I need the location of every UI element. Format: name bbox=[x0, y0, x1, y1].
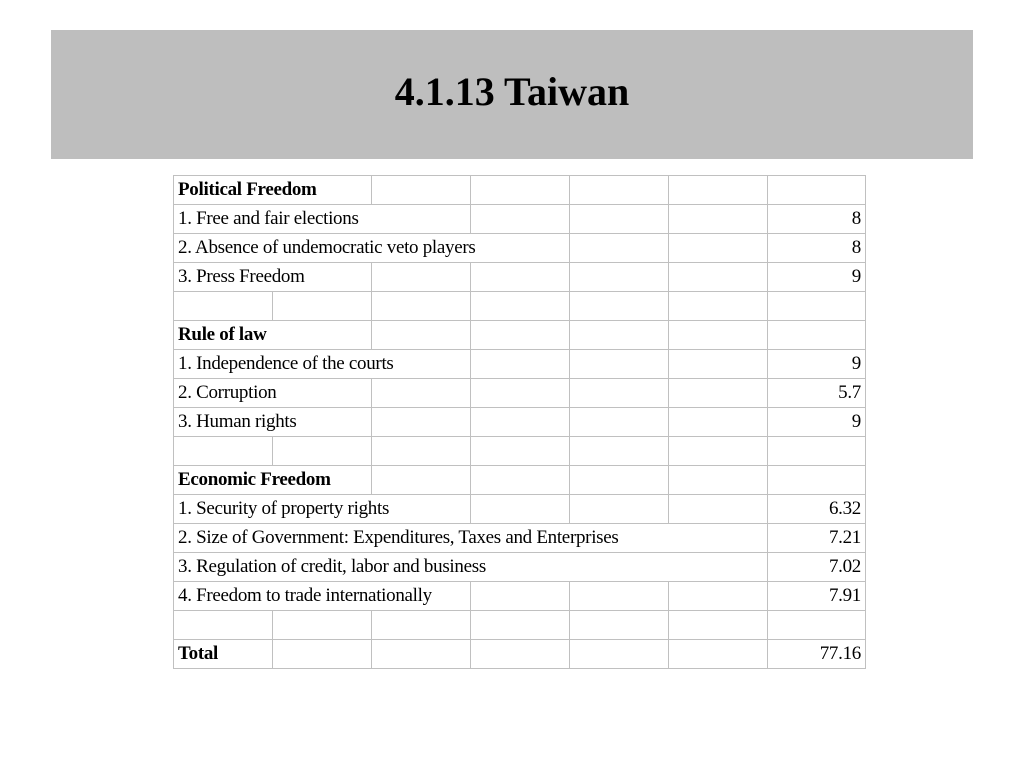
table-cell bbox=[174, 292, 273, 321]
table-cell bbox=[570, 234, 669, 263]
row-label: 2. Size of Government: Expenditures, Taxes and Enterprises bbox=[174, 524, 768, 553]
table-cell bbox=[570, 466, 669, 495]
table-cell bbox=[669, 234, 768, 263]
table-cell bbox=[471, 611, 570, 640]
table-cell bbox=[372, 466, 471, 495]
table-cell bbox=[669, 466, 768, 495]
table-cell bbox=[768, 611, 866, 640]
row-value: 8 bbox=[768, 234, 866, 263]
table-cell bbox=[273, 292, 372, 321]
table-cell bbox=[372, 640, 471, 669]
table-cell bbox=[273, 437, 372, 466]
table-cell bbox=[471, 640, 570, 669]
section-title-rule-of-law: Rule of law bbox=[174, 321, 372, 350]
table-cell bbox=[372, 408, 471, 437]
section-title-political: Political Freedom bbox=[174, 176, 372, 205]
table-cell bbox=[273, 611, 372, 640]
row-value: 9 bbox=[768, 408, 866, 437]
row-value: 7.21 bbox=[768, 524, 866, 553]
row-label: 3. Press Freedom bbox=[174, 263, 372, 292]
indicator-table bbox=[173, 175, 866, 669]
table-cell bbox=[669, 321, 768, 350]
table-row bbox=[174, 582, 866, 611]
table-cell bbox=[669, 350, 768, 379]
table-cell bbox=[768, 292, 866, 321]
total-value: 77.16 bbox=[768, 640, 866, 669]
table-cell bbox=[669, 640, 768, 669]
table-cell bbox=[570, 292, 669, 321]
row-label: 1. Independence of the courts bbox=[174, 350, 471, 379]
table-cell bbox=[471, 437, 570, 466]
table-cell bbox=[570, 582, 669, 611]
table-cell bbox=[471, 379, 570, 408]
table-cell bbox=[570, 408, 669, 437]
table-cell bbox=[471, 350, 570, 379]
table-cell bbox=[471, 205, 570, 234]
table-cell bbox=[570, 176, 669, 205]
table-cell bbox=[570, 321, 669, 350]
row-label: 2. Corruption bbox=[174, 379, 372, 408]
table-cell bbox=[471, 408, 570, 437]
row-value: 7.02 bbox=[768, 553, 866, 582]
table-cell bbox=[570, 495, 669, 524]
row-value: 6.32 bbox=[768, 495, 866, 524]
table-cell bbox=[471, 321, 570, 350]
section-header-row bbox=[174, 466, 866, 495]
row-label: 3. Human rights bbox=[174, 408, 372, 437]
table-cell bbox=[669, 292, 768, 321]
table-cell bbox=[570, 437, 669, 466]
table-cell bbox=[372, 437, 471, 466]
table-row bbox=[174, 263, 866, 292]
table-cell bbox=[669, 611, 768, 640]
table-cell bbox=[471, 176, 570, 205]
table-cell bbox=[570, 350, 669, 379]
table-cell bbox=[372, 611, 471, 640]
row-value: 9 bbox=[768, 263, 866, 292]
title-banner bbox=[51, 30, 973, 159]
section-header-row bbox=[174, 321, 866, 350]
table-row bbox=[174, 379, 866, 408]
table-row bbox=[174, 408, 866, 437]
table-row bbox=[174, 234, 866, 263]
table-cell bbox=[570, 611, 669, 640]
spacer-row bbox=[174, 437, 866, 466]
table-cell bbox=[570, 640, 669, 669]
spacer-row bbox=[174, 292, 866, 321]
table-cell bbox=[471, 495, 570, 524]
table-row bbox=[174, 495, 866, 524]
table-cell bbox=[471, 466, 570, 495]
table-cell bbox=[669, 582, 768, 611]
table-row bbox=[174, 524, 866, 553]
table-cell bbox=[174, 611, 273, 640]
table-cell bbox=[372, 321, 471, 350]
row-value: 5.7 bbox=[768, 379, 866, 408]
table-cell bbox=[768, 321, 866, 350]
table-row bbox=[174, 205, 866, 234]
table-cell bbox=[669, 379, 768, 408]
table-cell bbox=[570, 379, 669, 408]
total-row bbox=[174, 640, 866, 669]
section-header-row bbox=[174, 176, 866, 205]
table-cell bbox=[768, 437, 866, 466]
table-cell bbox=[570, 205, 669, 234]
table-cell bbox=[669, 408, 768, 437]
table-cell bbox=[669, 176, 768, 205]
section-title-economic: Economic Freedom bbox=[174, 466, 372, 495]
row-label: 4. Freedom to trade internationally bbox=[174, 582, 471, 611]
table-cell bbox=[372, 379, 471, 408]
table-cell bbox=[372, 263, 471, 292]
row-label: 1. Free and fair elections bbox=[174, 205, 471, 234]
table-cell bbox=[669, 263, 768, 292]
table-cell bbox=[372, 292, 471, 321]
table-cell bbox=[669, 205, 768, 234]
page-title: 4.1.13 Taiwan bbox=[394, 69, 630, 114]
row-label: 1. Security of property rights bbox=[174, 495, 471, 524]
table-cell bbox=[669, 437, 768, 466]
table-cell bbox=[174, 437, 273, 466]
table-cell bbox=[768, 176, 866, 205]
table-row bbox=[174, 553, 866, 582]
table-cell bbox=[471, 582, 570, 611]
table-cell bbox=[669, 495, 768, 524]
table-cell bbox=[273, 640, 372, 669]
row-value: 8 bbox=[768, 205, 866, 234]
table-cell bbox=[471, 292, 570, 321]
row-value: 7.91 bbox=[768, 582, 866, 611]
spacer-row bbox=[174, 611, 866, 640]
table-cell bbox=[570, 263, 669, 292]
table-row bbox=[174, 350, 866, 379]
table-cell bbox=[372, 176, 471, 205]
row-value: 9 bbox=[768, 350, 866, 379]
table-cell bbox=[471, 263, 570, 292]
total-label: Total bbox=[174, 640, 273, 669]
row-label: 3. Regulation of credit, labor and business bbox=[174, 553, 768, 582]
row-label: 2. Absence of undemocratic veto players bbox=[174, 234, 570, 263]
table-cell bbox=[768, 466, 866, 495]
